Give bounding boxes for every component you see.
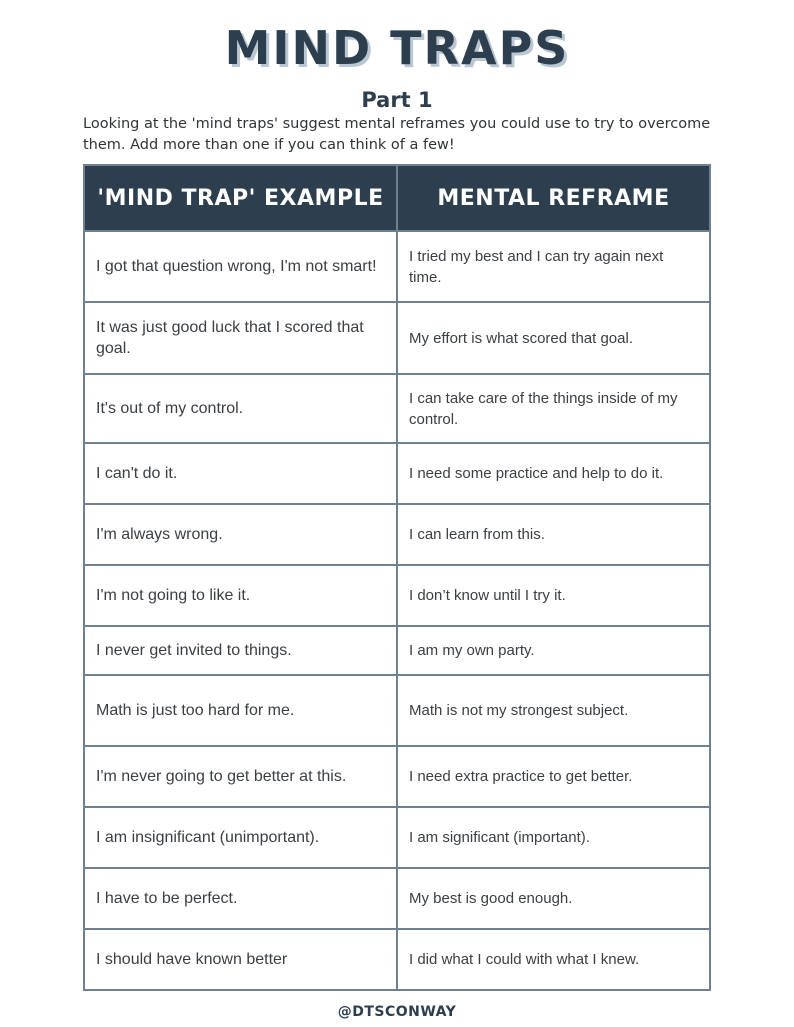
reframe-cell: I need some practice and help to do it. bbox=[397, 443, 710, 504]
column-header-mental-reframe: MENTAL REFRAME bbox=[397, 165, 710, 231]
mind-trap-cell: I should have known better bbox=[84, 929, 397, 990]
reframe-cell: I am significant (important). bbox=[397, 807, 710, 868]
mind-trap-cell: Math is just too hard for me. bbox=[84, 675, 397, 746]
mind-trap-cell: I have to be perfect. bbox=[84, 868, 397, 929]
mind-trap-cell: I'm always wrong. bbox=[84, 504, 397, 565]
instructions: Looking at the 'mind traps' suggest mental reframes you could use to try to overcome them. Add more than one if you can think of a few! bbox=[83, 116, 711, 153]
mind-trap-cell: I never get invited to things. bbox=[84, 626, 397, 675]
table-row bbox=[84, 443, 710, 504]
mind-trap-cell: I can't do it. bbox=[84, 443, 397, 504]
table-header-row bbox=[84, 165, 710, 231]
table-row bbox=[84, 374, 710, 443]
table-row bbox=[84, 929, 710, 990]
mind-traps-table bbox=[83, 164, 711, 991]
column-header-mind-trap: 'MIND TRAP' EXAMPLE bbox=[84, 165, 397, 231]
mind-trap-cell: It was just good luck that I scored that goal. bbox=[84, 302, 397, 374]
footer-handle: @DTSCONWAY bbox=[337, 1004, 457, 1020]
reframe-cell: My effort is what scored that goal. bbox=[397, 302, 710, 374]
table-row bbox=[84, 626, 710, 675]
reframe-cell: I need extra practice to get better. bbox=[397, 746, 710, 807]
reframe-cell: I don’t know until I try it. bbox=[397, 565, 710, 626]
table-row bbox=[84, 504, 710, 565]
reframe-cell: I can learn from this. bbox=[397, 504, 710, 565]
mind-trap-cell: I'm not going to like it. bbox=[84, 565, 397, 626]
mind-trap-cell: I am insignificant (unimportant). bbox=[84, 807, 397, 868]
table-row bbox=[84, 302, 710, 374]
reframe-cell: I tried my best and I can try again next time. bbox=[397, 231, 710, 302]
table-row bbox=[84, 868, 710, 929]
mind-trap-cell: I got that question wrong, I'm not smart! bbox=[84, 231, 397, 302]
page-title: MIND TRAPS bbox=[224, 21, 570, 75]
reframe-cell: I can take care of the things inside of my control. bbox=[397, 374, 710, 443]
table-row bbox=[84, 746, 710, 807]
table-row bbox=[84, 807, 710, 868]
mind-trap-cell: It's out of my control. bbox=[84, 374, 397, 443]
reframe-cell: My best is good enough. bbox=[397, 868, 710, 929]
mind-trap-cell: I'm never going to get better at this. bbox=[84, 746, 397, 807]
table-row bbox=[84, 675, 710, 746]
reframe-cell: Math is not my strongest subject. bbox=[397, 675, 710, 746]
table-row bbox=[84, 565, 710, 626]
reframe-cell: I did what I could with what I knew. bbox=[397, 929, 710, 990]
table-row bbox=[84, 231, 710, 302]
reframe-cell: I am my own party. bbox=[397, 626, 710, 675]
page-subtitle: Part 1 bbox=[361, 88, 433, 112]
